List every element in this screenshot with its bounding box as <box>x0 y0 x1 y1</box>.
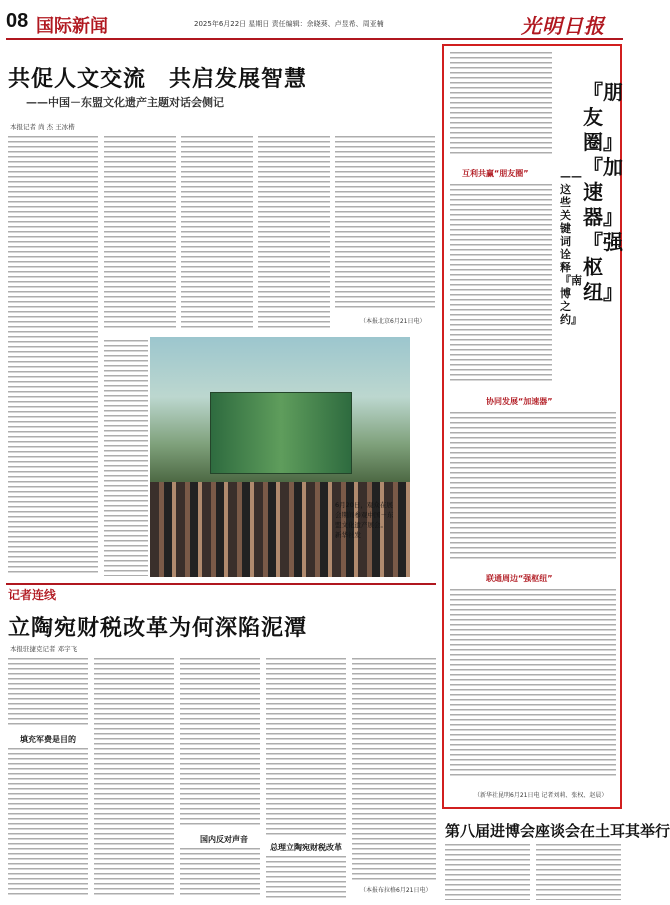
commentary-title-sub: ——这些关键词诠释『南博之约』 <box>560 170 582 326</box>
commentary-subhead-1: 互利共赢“朋友圈” <box>462 169 529 178</box>
second-body-col-3b <box>180 848 260 898</box>
second-body-col-1b <box>8 748 88 898</box>
lead-subheadline: ——中国－东盟文化遗产主题对话会侧记 <box>26 96 224 109</box>
lead-body-col-1 <box>8 136 98 576</box>
commentary-body-1 <box>450 52 552 157</box>
date-line: 2025年6月22日 星期日 责任编辑：余晓葵、卢昱希、周亚楠 <box>194 20 384 28</box>
lead-body-col-5 <box>335 136 435 311</box>
newspaper-logo: 光明日报 <box>521 14 605 38</box>
second-body-col-4b <box>266 856 346 898</box>
lead-headline: 共促人文交流 共启发展智慧 <box>8 67 308 92</box>
second-subhead-2: 国内反对声音 <box>200 835 248 844</box>
second-byline: 本报驻捷克记者 邓宇飞 <box>10 645 78 653</box>
expo-photo <box>150 337 410 577</box>
section-label-reporter: 记者连线 <box>8 588 57 602</box>
page-number: 08 <box>6 10 29 32</box>
commentary-body-3 <box>450 412 616 562</box>
side-body-col-1 <box>445 844 530 900</box>
commentary-body-2 <box>450 184 552 384</box>
second-body-col-3 <box>180 658 260 828</box>
commentary-title: 『朋友圈』『加速器』『强枢纽』 <box>583 80 623 304</box>
exhibition-booth-image <box>210 392 352 474</box>
header-rule <box>6 38 623 40</box>
side-body-col-2 <box>536 844 621 900</box>
side-headline: 第八届进博会座谈会在土耳其举行 <box>445 822 670 840</box>
section-name: 国际新闻 <box>36 16 108 37</box>
lead-body-col-4 <box>258 136 330 331</box>
second-end-note: （本报布拉格6月21日电） <box>360 887 432 894</box>
second-subhead-3: 总理立陶宛财税改革 <box>270 843 342 852</box>
commentary-end-note: （新华社昆明6月21日电 记者刘莉、张权、赵晨） <box>474 792 608 799</box>
lead-end-note: （本报北京6月21日电） <box>360 318 426 325</box>
photo-caption: 6月20日，观众在展会期间参观中国－东盟文化遗产展会。 新华社发 <box>335 501 397 539</box>
section-divider <box>6 583 436 599</box>
lead-body-col-6 <box>104 340 148 576</box>
commentary-subhead-3: 联通周边“强枢纽” <box>486 574 553 583</box>
page-header <box>6 10 623 36</box>
commentary-body-4 <box>450 589 616 779</box>
lead-byline: 本报记者 尚 杰 王冰楷 <box>10 123 75 131</box>
second-body-col-2 <box>94 658 174 898</box>
second-subhead-1: 填充军费是目的 <box>20 735 76 744</box>
lead-body-col-3 <box>181 136 253 331</box>
second-body-col-4 <box>266 658 346 838</box>
lead-body-col-2 <box>104 136 176 331</box>
second-headline: 立陶宛财税改革为何深陷泥潭 <box>8 616 308 641</box>
commentary-subhead-2: 协同发展“加速器” <box>486 397 553 406</box>
second-body-col-1 <box>8 658 88 728</box>
second-body-col-5 <box>352 658 436 880</box>
